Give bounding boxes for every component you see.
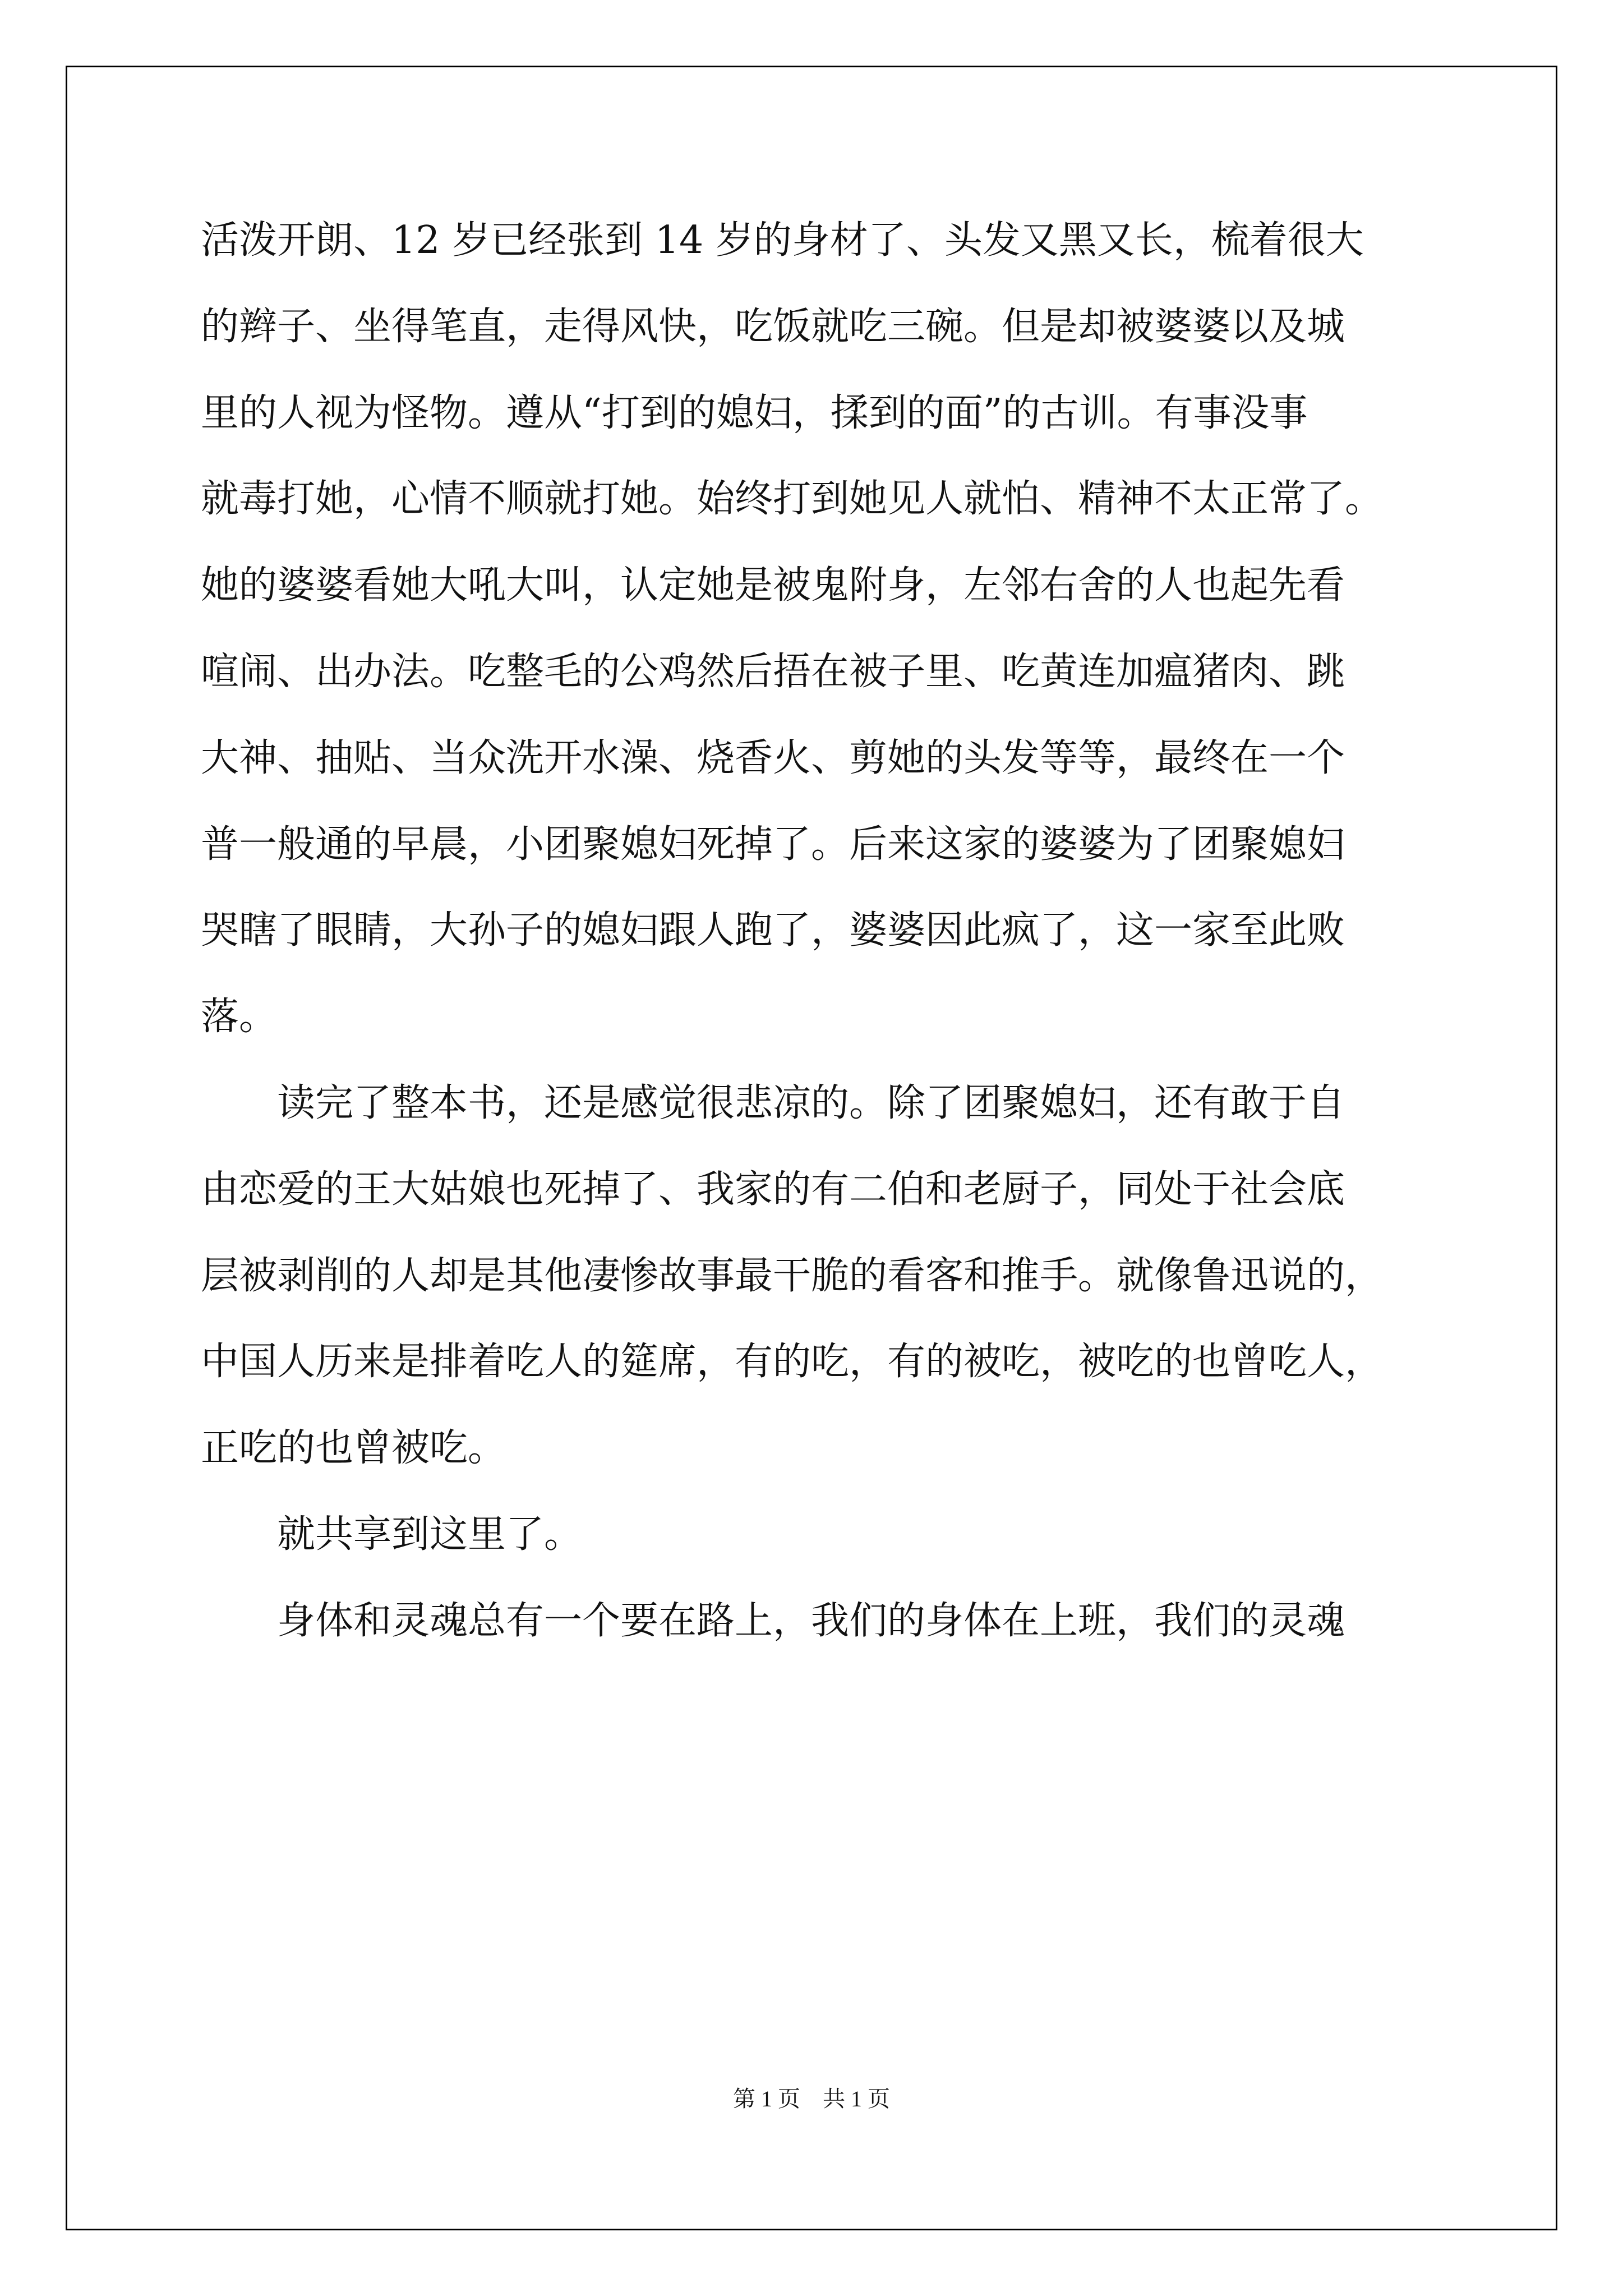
text-line: 里的人视为怪物。遵从“打到的媳妇，揉到的面”的古训。有事没事: [201, 390, 1308, 435]
document-body: [201, 218, 1435, 1688]
text-line: 普一般通的早晨，小团聚媳妇死掉了。后来这家的婆婆为了团聚媳妇: [201, 822, 1345, 867]
text-line: 大神、抽贴、当众洗开水澡、烧香火、剪她的头发等等，最终在一个: [201, 735, 1345, 780]
text-line: 就毒打她，心情不顺就打她。始终打到她见人就怕、精神不太正常了。: [201, 477, 1384, 522]
text-line: 哭瞎了眼睛，大孙子的媳妇跟人跑了，婆婆因此疯了，这一家至此败: [201, 908, 1345, 953]
text-line: 读完了整本书，还是感觉很悲凉的。除了团聚媳妇，还有敢于自: [201, 1080, 1345, 1125]
text-line: 她的婆婆看她大吼大叫，认定她是被鬼附身，左邻右舍的人也起先看: [201, 563, 1345, 608]
text-line: 由恋爱的王大姑娘也死掉了、我家的有二伯和老厨子，同处于社会底: [201, 1167, 1345, 1212]
page-number: 第 1 页 共 1 页: [733, 2086, 890, 2111]
text-line: 落。: [201, 995, 278, 1039]
text-line: 就共享到这里了。: [201, 1512, 583, 1557]
text-line: 活泼开朗、12 岁已经张到 14 岁的身材了、头发又黑又长，梳着很大: [201, 218, 1364, 263]
text-line: 正吃的也曾被吃。: [201, 1426, 506, 1471]
text-line: 身体和灵魂总有一个要在路上，我们的身体在上班，我们的灵魂: [201, 1598, 1345, 1643]
text-line: 的辫子、坐得笔直，走得风快，吃饭就吃三碗。但是却被婆婆以及城: [201, 304, 1345, 349]
text-line: 中国人历来是排着吃人的筵席，有的吃，有的被吃，被吃的也曾吃人，: [201, 1340, 1384, 1384]
text-line: 层被剥削的人却是其他凄惨故事最干脆的看客和推手。就像鲁迅说的，: [201, 1253, 1384, 1298]
text-line: 喧闹、出办法。吃整毛的公鸡然后捂在被子里、吃黄连加瘟猪肉、跳: [201, 649, 1345, 694]
